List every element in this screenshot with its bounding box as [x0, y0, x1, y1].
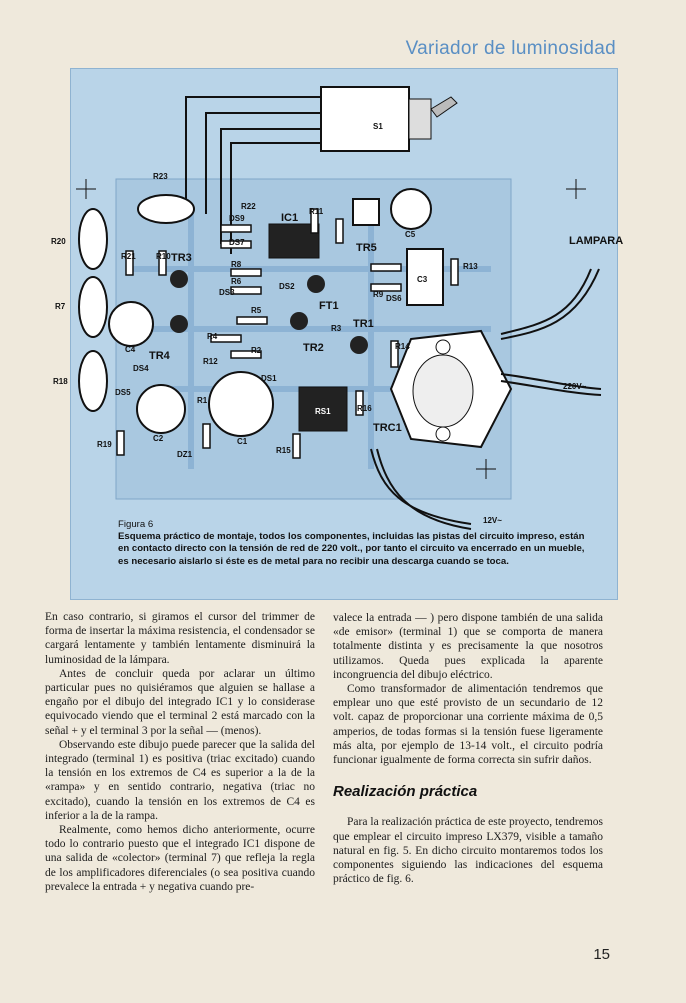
label-s1: S1 [373, 122, 383, 131]
paragraph: valece la entrada — ) pero dispone también de una salida «de emisor» (terminal 1) que se comporta de manera totalmente distinta y es precisamente la que nosotros utilizamos. Queda pues explicada la aparente incongruencia del dibujo eléctrico. [333, 612, 603, 681]
label-r3: R3 [331, 324, 342, 333]
label-r9: R9 [373, 290, 384, 299]
text-column-right [333, 611, 603, 886]
label-tr5: TR5 [356, 242, 377, 254]
figure-6 [51, 68, 624, 600]
transistor-tr2 [290, 312, 308, 330]
page-title: Variador de luminosidad [405, 38, 616, 59]
label-c5: C5 [405, 230, 416, 239]
label-tr3: TR3 [171, 252, 192, 264]
label-ic1: IC1 [281, 212, 299, 224]
label-ds9: DS9 [229, 214, 245, 223]
label-r23: R23 [153, 172, 168, 181]
label-r10: R10 [156, 252, 171, 261]
transistor-tr4 [170, 315, 188, 333]
trimmer-r7 [55, 277, 107, 337]
fet-ft1 [307, 275, 325, 293]
label-r18: R18 [53, 377, 68, 386]
paragraph: Antes de concluir queda por aclarar un último particular pues no quisiéramos que alguien se hallase a engaño por el dibujo del integrado IC1 y lo considerase equivocado viendo que el terminal 2 está marcado con la señal + y el terminal 3 por la señal — (menos). [45, 667, 315, 737]
label-c1: C1 [237, 437, 248, 446]
label-ds4: DS4 [133, 364, 149, 373]
paragraph: Observando este dibujo puede parecer que la salida del integrado (terminal 1) es positiva (triac excitado) cuando la tensión en los extremos de C4 es superior a la de la «rampa» y en sentido contrario, negativa (triac no excitado), cuando la tensión en los extremos de C4 es inferior a la de la rampa. [45, 738, 315, 822]
paragraph: Como transformador de alimentación tendremos que emplear uno que esté provisto de un secundario de 12 volt. capaz de proporcionar una corriente máxima de 0,5 amperios, de todas formas si la tensión fuese ligeramente más alta, por ejemplo de 13-14 volt., el circuito podría funcionar igualmente de forma correcta sin sufrir daños. [333, 683, 603, 767]
label-ds5: DS5 [115, 388, 131, 397]
label-c4: C4 [125, 345, 136, 354]
label-r12: R12 [203, 357, 218, 366]
switch-s1 [321, 87, 457, 151]
label-c3: C3 [417, 275, 428, 284]
paragraph: Para la realización práctica de este proyecto, tendremos que emplear el circuito impreso LX379, visible a tamaño natural en fig. 5. En dicho circuito montaremos todos los componentes siguiendo las indicaciones del esquema práctico de fig. 6. [333, 816, 603, 886]
label-r14: R14 [395, 342, 410, 351]
label-r4: R4 [207, 332, 218, 341]
label-r16: R16 [357, 404, 372, 413]
label-220v: 220V~ [563, 382, 587, 391]
label-r6: R6 [231, 277, 242, 286]
label-r21: R21 [121, 252, 136, 261]
label-r15: R15 [276, 446, 291, 455]
label-r8: R8 [231, 260, 242, 269]
label-r13: R13 [463, 262, 478, 271]
label-tr4: TR4 [149, 350, 170, 362]
trimmer-r20 [51, 209, 107, 269]
paragraph: En caso contrario, si giramos el cursor del trimmer de forma de insertar la máxima resistencia, el condensador se cargará lentamente y también lentamente disminuirá la luminosidad de la lámpara. [45, 611, 315, 666]
trimmer-r18 [53, 351, 107, 411]
label-r19: R19 [97, 440, 112, 449]
figure-caption-text: Esquema práctico de montaje, todos los componentes, incluidas las pistas del circuito impreso, están en contacto directo con la tensión de red de 220 volt., por tanto el circuito va encerrado en un mueble, es necesario aislarlo si éste es de metal para no recibir una descarga cuando se toca. [118, 531, 585, 567]
paragraph: Realmente, como hemos dicho anteriormente, ocurre todo lo contrario puesto que el integrado IC1 dispone de una salida de «colector» (terminal 7) que refleja la regla de los amplificadores diferenciales (o sea positiva cuando prevalece la entrada + y negativa cuando pre- [45, 824, 315, 893]
transistor-tr3 [170, 270, 188, 288]
section-heading: Realización práctica [333, 783, 478, 801]
label-tr2: TR2 [303, 342, 324, 354]
label-ds3: DS3 [219, 288, 235, 297]
label-rs1: RS1 [315, 407, 331, 416]
label-ds1: DS1 [261, 374, 277, 383]
label-r22: R22 [241, 202, 256, 211]
label-ds6: DS6 [386, 294, 402, 303]
transistor-tr1 [350, 336, 368, 354]
figure-caption [118, 519, 588, 568]
bridge-rs1 [299, 387, 347, 431]
label-r7: R7 [55, 302, 66, 311]
label-lampara: LAMPARA [569, 235, 624, 247]
capacitor-c3 [407, 249, 443, 305]
label-r11: R11 [309, 207, 324, 216]
text-column-left [45, 610, 315, 894]
figure-caption-label: Figura 6 [118, 519, 154, 530]
label-r1: R1 [197, 396, 208, 405]
label-r2: R2 [251, 346, 262, 355]
label-12v: 12V~ [483, 516, 502, 525]
label-c2: C2 [153, 434, 164, 443]
label-tr1: TR1 [353, 318, 374, 330]
page-number: 15 [593, 946, 610, 963]
label-r20: R20 [51, 237, 66, 246]
label-trc1: TRC1 [373, 422, 402, 434]
label-dz1: DZ1 [177, 450, 193, 459]
label-ds2: DS2 [279, 282, 295, 291]
label-ft1: FT1 [319, 300, 339, 312]
label-ds7: DS7 [229, 238, 245, 247]
label-r5: R5 [251, 306, 262, 315]
